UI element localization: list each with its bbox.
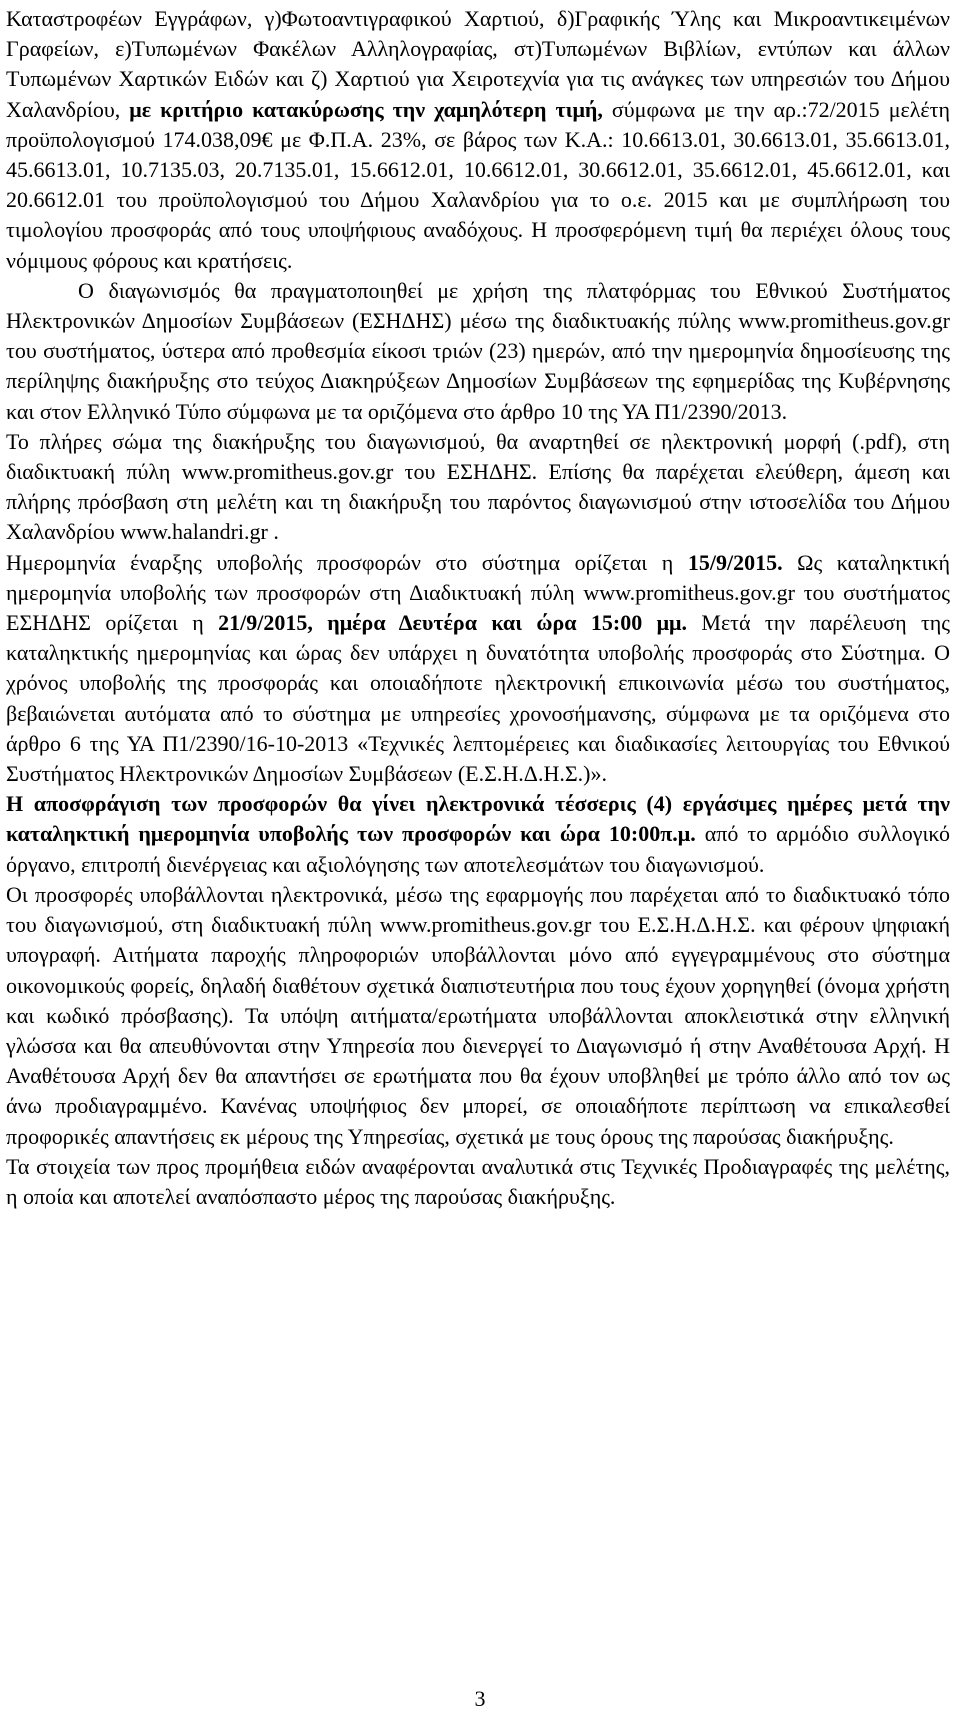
paragraph-specifications: Τα στοιχεία των προς προμήθεια ειδών αναφέρονται αναλυτικά στις Τεχνικές Προδιαγραφές της μελέτης, η οποία και αποτελεί αναπόσπαστο μέρος της παρούσας διακήρυξης. — [6, 1153, 950, 1209]
paragraph-tender-scope — [6, 4, 950, 276]
end-date-bold: 21/9/2015, ημέρα Δευτέρα και ώρα 15:00 μμ. — [218, 610, 688, 636]
paragraph-deadlines — [6, 548, 950, 790]
scope-text-start: Καταστροφέων Εγγράφων, γ)Φωτοαντιγραφικού Χαρτιού, δ)Γραφικής Ύλης και Μικροαντικειμένων Γραφείων, ε)Τυπωμένων Φακέλων Αλληλογραφίας, στ)Τυπωμένων Βιβλίων, εντύπων και άλλων Τυπωμένων Χαρτικών Ειδών και ζ) Χαρτιού για Χειροτεχνία για τις ανάγκες των υπηρεσιών του Δήμου Χαλανδρίου, — [6, 6, 950, 122]
award-criterion-bold: με κριτήριο κατακύρωσης την χαμηλότερη τιμή, — [129, 96, 603, 122]
paragraph-opening — [6, 789, 950, 880]
opening-text: από το αρμόδιο συλλογικό όργανο, επιτροπή διενέργειας και αξιολόγησης των αποτελεσμάτων του διαγωνισμού. — [6, 821, 950, 877]
document-body — [6, 4, 950, 1212]
opening-bold: Η αποσφράγιση των προσφορών θα γίνει ηλεκτρονικά τέσσερις (4) εργάσιμες ημέρες μετά την καταληκτική ημερομηνία υποβολής των προσφορών και ώρα 10:00π.μ. — [6, 791, 950, 847]
deadline-text-start: Ημερομηνία έναρξης υποβολής προσφορών στο σύστημα ορίζεται η — [6, 549, 688, 575]
deadline-text-middle: Ως καταληκτική ημερομηνία υποβολής των προσφορών στη Διαδικτυακή πύλη www.promitheus.gov.gr του συστήματος ΕΣΗΔΗΣ ορίζεται η — [6, 549, 950, 636]
scope-text-end: σύμφωνα με την αρ.:72/2015 μελέτη προϋπολογισμού 174.038,09€ με Φ.Π.Α. 23%, σε βάρος των Κ.Α.: 10.6613.01, 30.6613.01, 35.6613.01, 45.6613.01, 10.7135.03, 20.7135.01, 15.6612.01, 10.6612.01, 30.6612.01, 35.6612.01, 45.6612.01, και 20.6612.01 του προϋπολογισμού του Δήμου Χαλανδρίου για το ο.ε. 2015 και με συμπλήρωση του τιμολογίου προσφοράς από τους υποψήφιους αναδόχους. Η προσφερόμενη τιμή θα περιέχει όλους τους νόμιμους φόρους και κρατήσεις. — [6, 96, 950, 273]
start-date-bold: 15/9/2015. — [687, 549, 783, 575]
deadline-text-end: Μετά την παρέλευση της καταληκτικής ημερομηνίας και ώρας δεν υπάρχει η δυνατότητα υποβολής προσφοράς στο Σύστημα. Ο χρόνος υποβολής της προσφοράς και οποιαδήποτε ηλεκτρονική επικοινωνία μέσω του συστήματος, βεβαιώνεται αυτόματα από το σύστημα με υπηρεσίες χρονοσήμανσης, σύμφωνα με τα οριζόμενα στο άρθρο 6 της ΥΑ Π1/2390/16-10-2013 «Τεχνικές λεπτομέρειες και διαδικασίες λειτουργίας του Εθνικού Συστήματος Ηλεκτρονικών Δημοσίων Συμβάσεων (Ε.Σ.Η.Δ.Η.Σ.)». — [6, 610, 951, 787]
paragraph-submission: Οι προσφορές υποβάλλονται ηλεκτρονικά, μέσω της εφαρμογής που παρέχεται από το διαδικτυακό τόπο του διαγωνισμού, στη διαδικτυακή πύλη www.promitheus.gov.gr του Ε.Σ.Η.Δ.Η.Σ. και φέρουν ψηφιακή υπογραφή. Αιτήματα παροχής πληροφοριών υποβάλλονται μόνο από εγγεγραμμένους στο σύστημα οικονομικούς φορείς, δηλαδή διαθέτουν σχετικά διαπιστευτήρια που τους έχουν χορηγηθεί (όνομα χρήστη και κωδικό πρόσβασης). Τα υπόψη αιτήματα/ερωτήματα υποβάλλονται αποκλειστικά στην ελληνική γλώσσα και θα απευθύνονται στην Υπηρεσία που διενεργεί το Διαγωνισμό ή στην Αναθέτουσα Αρχή. Η Αναθέτουσα Αρχή δεν θα απαντήσει σε ερωτήματα που θα έχουν υποβληθεί με τρόπο άλλο από τον ως άνω προδιαγραμμένο. Κανένας υποψήφιος δεν μπορεί, σε οποιαδήποτε περίπτωση να επικαλεσθεί προφορικές απαντήσεις εκ μέρους της Υπηρεσίας, σχετικά με τους όρους της παρούσας διακήρυξης. — [6, 881, 950, 1149]
paragraph-platform: Ο διαγωνισμός θα πραγματοποιηθεί με χρήση της πλατφόρμας του Εθνικού Συστήματος Ηλεκτρονικών Δημοσίων Συμβάσεων (ΕΣΗΔΗΣ) μέσω της διαδικτυακής πύλης www.promitheus.gov.gr του συστήματος, ύστερα από προθεσμία είκοσι τριών (23) ημερών, από την ημερομηνία δημοσίευσης της περίληψης διακήρυξης στο τεύχος Διακηρύξεων Δημοσίων Συμβάσεων της εφημερίδας της Κυβέρνησης και στον Ελληνικό Τύπο σύμφωνα με τα οριζόμενα στο άρθρο 10 της ΥΑ Π1/2390/2013. — [6, 277, 950, 424]
page-number: 3 — [474, 1686, 486, 1711]
paragraph-publication: Το πλήρες σώμα της διακήρυξης του διαγωνισμού, θα αναρτηθεί σε ηλεκτρονική μορφή (.pdf), στη διαδικτυακή πύλη www.promitheus.gov.gr του ΕΣΗΔΗΣ. Επίσης θα παρέχεται ελεύθερη, άμεση και πλήρης πρόσβαση στη μελέτη και τη διακήρυξη του παρόντος διαγωνισμού στην ιστοσελίδα του Δήμου Χαλανδρίου www.halandri.gr . — [6, 428, 950, 545]
